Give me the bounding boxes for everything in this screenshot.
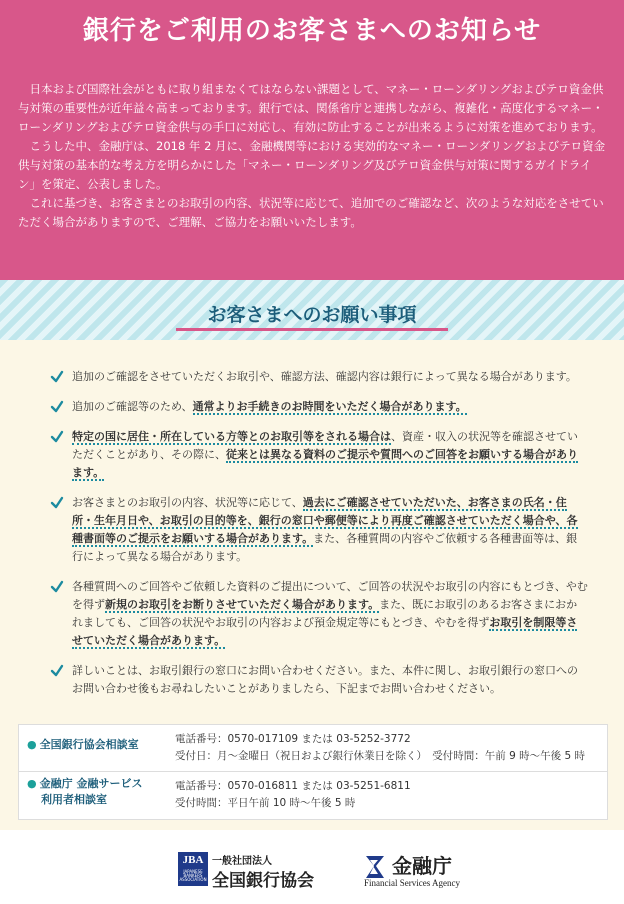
request-item: [48, 494, 588, 566]
request-item: [48, 398, 588, 416]
emphasis-text: 通常よりお手続きのお時間をいただく場合があります。: [192, 400, 467, 413]
check-icon: [50, 580, 64, 594]
section-title-underline: [176, 328, 448, 331]
item-text: また、各種質問の内容やご依頼する各種書面等は、銀行によって異なる場合があります。: [72, 532, 578, 563]
jba-org-type: 一般社団法人: [212, 856, 272, 867]
contact-phone: 電話番号：0570-016811 または 03-5251-6811: [175, 780, 411, 792]
item-text: 追加のご確認をさせていただくお取引や、確認方法、確認内容は銀行によって異なる場合があります。: [72, 370, 577, 383]
bullet-icon: ●: [27, 738, 37, 751]
check-icon: [50, 370, 64, 384]
contact-name: ● 全国銀行協会相談室: [27, 738, 139, 751]
item-text: 追加のご確認等のため、: [72, 400, 193, 413]
request-item: [48, 428, 588, 482]
emphasis-text: 新規のお取引をお断りさせていただく場合があります。: [105, 598, 380, 611]
check-icon: [50, 400, 64, 414]
contact-row: [19, 772, 607, 819]
contact-info: [175, 778, 605, 812]
check-icon: [50, 430, 64, 444]
contact-hours: 受付日：月～金曜日（祝日および銀行休業日を除く） 受付時間：午前 9 時～午後 5 時: [175, 750, 585, 762]
contact-hours: 受付時間：平日午前 10 時～午後 5 時: [175, 797, 356, 809]
item-text: また、既にお取引のあるお客さまにおかれましても、ご回答の状況やお取引の内容および預金規定等にもとづき、やむを得ず: [72, 598, 578, 629]
page-title: 銀行をご利用のお客さまへのお知らせ: [82, 16, 542, 46]
request-item: [48, 662, 588, 698]
bullet-icon: ●: [27, 777, 37, 790]
request-list: [48, 368, 588, 710]
contact-table: [18, 724, 608, 820]
contact-info: [175, 731, 605, 765]
intro-paragraph: これに基づき、お客さまとのお取引の内容、状況等に応じて、追加でのご確認など、次のような対応をさせていただく場合がありますので、ご理解、ご協力をお願いいたします。: [18, 196, 604, 229]
item-text: 各種質問へのご回答やご依頼した資料のご提出について、ご回答の状況やお取引の内容にもとづき、やむを得ず: [72, 580, 588, 611]
jba-logo: JBA JAPANESE BANKERS ASSOCIATION: [178, 852, 208, 886]
check-icon: [50, 664, 64, 678]
check-icon: [50, 496, 64, 510]
item-text: 詳しいことは、お取引銀行の窓口にお問い合わせください。また、本件に関し、お取引銀行の窓口へのお問い合わせ後もお尋ねしたいことがありましたら、下記までお問い合わせください。: [72, 664, 578, 695]
footer: [0, 830, 624, 904]
emphasis-text: お取引を制限等させていただく場合があります。: [72, 616, 578, 647]
emphasis-text: 従来とは異なる資料のご提示や質問へのご回答をお願いする場合があります。: [72, 448, 578, 479]
header-banner: [0, 0, 624, 280]
intro-paragraph: こうした中、金融庁は、2018 年 2 月に、金融機関等における実効的なマネー・ローンダリングおよびテロ資金供与対策の基本的な考え方を明らかにした「マネー・ローンダリング及びテロ資金供与対策に関するガイドライン」を策定、公表しました。: [18, 139, 606, 191]
intro-paragraph: 日本および国際社会がともに取り組まなくてはならない課題として、マネー・ローンダリングおよびテロ資金供与対策の重要性が近年益々高まっております。銀行では、関係省庁と連携しながら、複雑化・高度化するマネー・ローンダリングおよびテロ資金供与の手口に対応し、有効に防止することが出来るように対策を進めております。: [18, 82, 604, 134]
fsa-english-name: Financial Services Agency: [364, 878, 460, 888]
emphasis-text: 過去にご確認させていただいた、お客さまの氏名・住所・生年月日や、お取引の目的等を、銀行の窓口や郵便等により再度ご確認させていただく場合や、各種書面等のご提示をお願いする場合があります。: [72, 496, 578, 545]
contact-row: [19, 725, 607, 772]
contact-name: ● 金融庁 金融サービス 利用者相談室: [27, 777, 143, 806]
request-item: [48, 368, 588, 386]
intro-text: [18, 80, 608, 232]
item-text: お客さまとのお取引の内容、状況等に応じて、: [72, 496, 303, 509]
request-item: [48, 578, 588, 650]
contact-phone: 電話番号：0570-017109 または 03-5252-3772: [175, 733, 411, 745]
jba-name: 全国銀行協会: [212, 871, 314, 891]
fsa-name: 金融庁: [392, 854, 452, 878]
emphasis-text: 特定の国に居住・所在している方等とのお取引等をされる場合は: [72, 430, 391, 443]
section-title: お客さまへのお願い事項: [207, 304, 417, 326]
item-text: 、資産・収入の状況等を確認させていただくことがあり、その際に、: [72, 430, 578, 461]
